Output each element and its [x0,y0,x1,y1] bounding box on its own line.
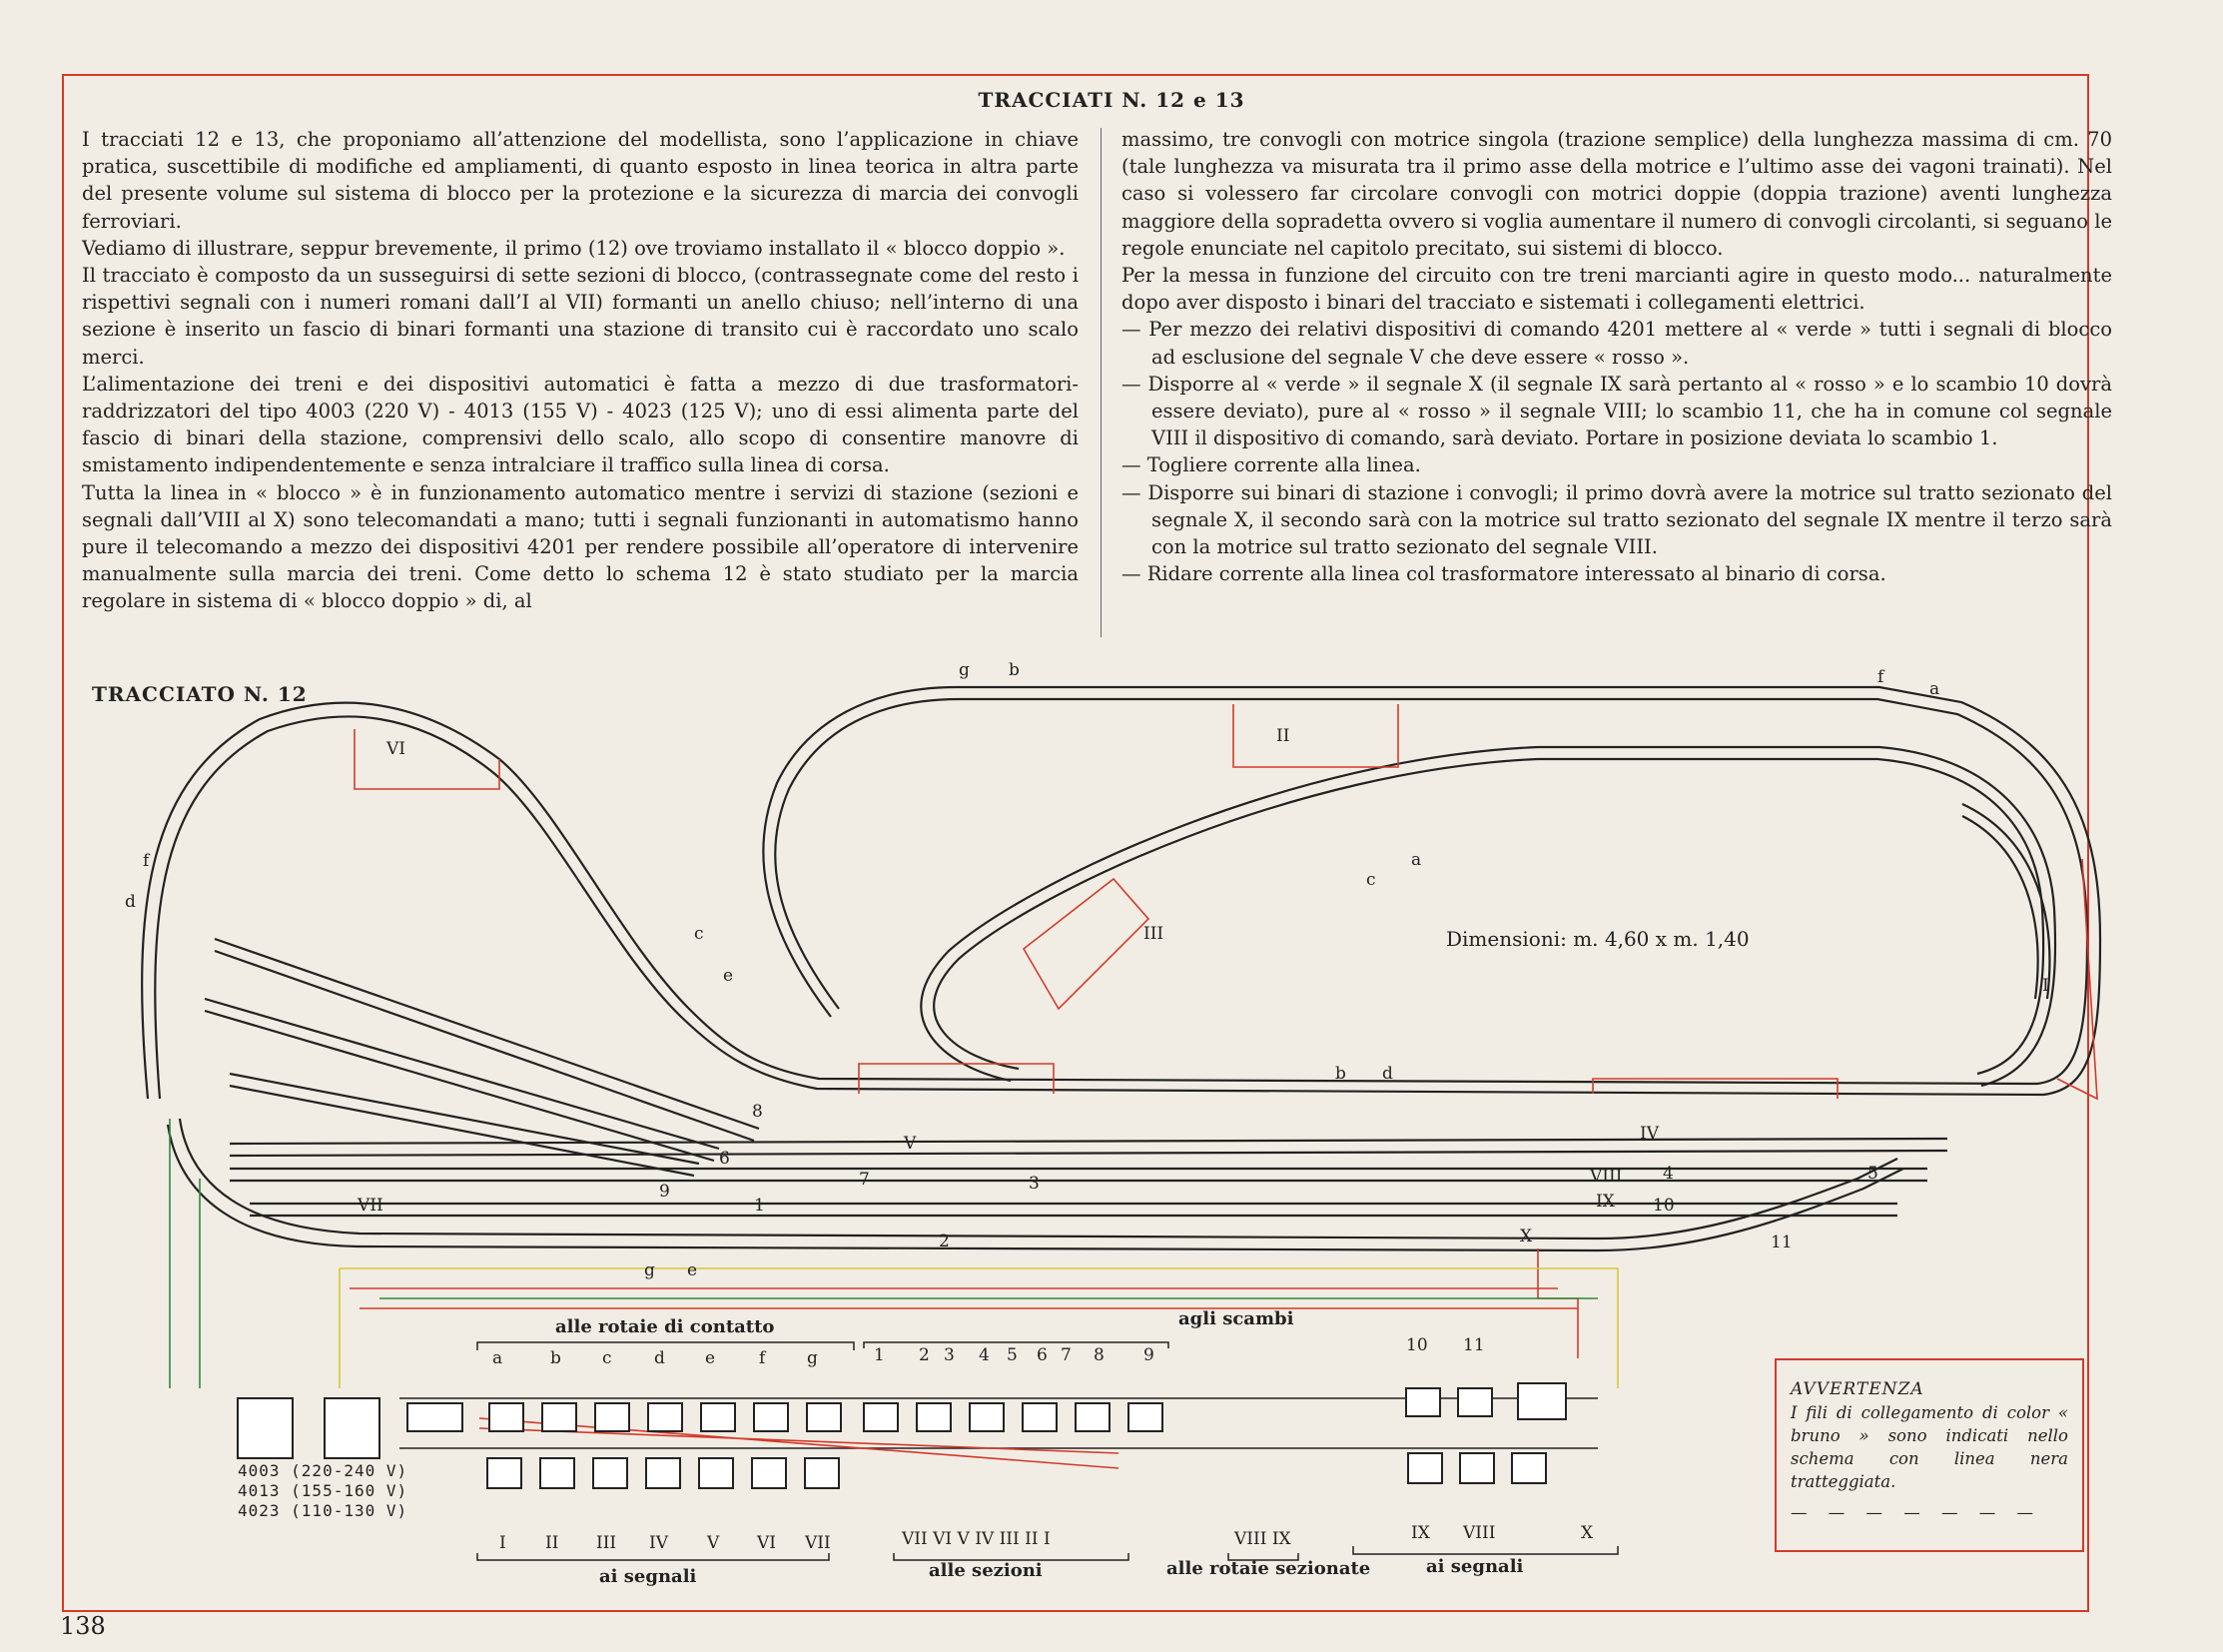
station-track [230,1151,1947,1156]
relay-icon [1023,1403,1057,1431]
wire-red [2057,859,2097,1099]
contact-letter: c [1366,870,1376,890]
terminal-letter: f [759,1348,766,1368]
signal-label: VI [386,739,405,759]
contact-letter: b [1335,1064,1346,1084]
signal-output: VIII [1463,1523,1496,1543]
signal-control-icon [1512,1453,1546,1483]
terminal-number: 7 [1061,1345,1072,1365]
signal-label: II [1276,726,1290,746]
relay-icon [1076,1403,1110,1431]
page-number: 138 [60,1612,106,1640]
group-label-sections: alle sezioni [929,1560,1043,1581]
instruction-step: — Disporre al « verde » il segnale X (il segnale IX sarà pertanto al « rosso » e lo scambio 10 dovrà essere deviato), pure al « rosso » il segnale VIII; lo scambio 11, che ha in comune col segnale VIII il dispositivo di comando, sarà deviato. Portare in posizione deviata lo scambio 1. [1121,372,2112,450]
section-output: VII VI V IV III II I [902,1529,1051,1549]
contact-letter: a [1411,850,1422,870]
signal-control-icon [593,1458,627,1488]
signal-control-icon [487,1458,521,1488]
group-label-switches: agli scambi [1178,1308,1294,1329]
track-outer-loop [155,687,2100,1099]
instruction-step: — Ridare corrente alla linea col trasformatore interessato al binario di corsa. [1121,562,1886,586]
terminal-number: 4 [979,1345,990,1365]
psu-model: 4013 (155-160 V) [238,1481,408,1500]
relay-icon [917,1403,951,1431]
sectioned-output: VIII IX [1234,1529,1291,1549]
warning-box [1775,1358,2084,1552]
signal-control-icon [1460,1453,1494,1483]
relay-icon [407,1403,462,1431]
paragraph: L’alimentazione dei treni e dei dispositivi automatici è fatta a mezzo di due trasformatori-raddrizzatori del tipo 4003 (220 V) - 4013 (155 V) - 4023 (125 V); uno di essi alimenta parte del fascio di binari della stazione, comprensivi dello scalo, allo scopo di consentire manovre di smistamento indipendentemente e senza intralciare il traffico sulla linea di corsa. [82,372,1079,477]
relay-icon [970,1403,1004,1431]
contact-letter: b [1009,660,1020,680]
yard-siding [215,951,754,1141]
switch-number: 4 [1663,1164,1674,1184]
switch-number: 5 [1867,1164,1878,1184]
power-supply-icon [238,1398,293,1458]
signal-output: V [707,1533,720,1553]
signal-output: VI [757,1533,776,1553]
terminal-letter: b [550,1348,561,1368]
relay-icon [807,1403,841,1431]
signal-control-icon [1408,1453,1442,1483]
switch-number: 1 [754,1196,765,1216]
signal-output: IV [649,1533,668,1553]
instruction-step: — Per mezzo dei relativi dispositivi di comando 4201 mettere al « verde » tutti i segnali di blocco ad esclusione del segnale V che deve essere « rosso ». [1121,318,2112,369]
bracket [477,1342,854,1350]
instruction-step: — Togliere corrente alla linea. [1121,453,1421,477]
station-track [230,1139,1947,1144]
track-spur [1962,804,2049,999]
page-title: TRACCIATI N. 12 e 13 [978,88,1245,112]
signal-control-icon [646,1458,680,1488]
contact-letter: f [143,851,150,871]
terminal-number: 5 [1007,1345,1018,1365]
signal-output: III [596,1533,617,1553]
signal-output: X [1581,1523,1594,1543]
signal-label: IV [1640,1124,1659,1144]
group-label-sectioned-rails: alle rotaie sezionate [1166,1558,1371,1579]
terminal-number: 2 [919,1345,930,1365]
instruction-step: — Disporre sui binari di stazione i convogli; il primo dovrà avere la motrice sul tratto sezionato del segnale X, il secondo sarà con la motrice sul tratto sezionato del segnale IX mentre il terzo sarà con la motrice sul tratto sezionato del segnale VIII. [1121,480,2112,559]
relay-icon [1518,1383,1566,1419]
paragraph: Tutta la linea in « blocco » è in funzionamento automatico mentre i servizi di stazione (sezioni e segnali dall’VIII al X) sono telecomandati a mano; tutti i segnali funzionanti in automatismo hanno pure il telecomando a mezzo dei dispositivi 4201 per rendere possibile all’operatore di intervenire manualmente sulla marcia dei treni. Come detto lo schema 12 è stato studiato per la marcia regolare in sistema di « blocco doppio » di, al [82,480,1079,613]
contact-letter: e [687,1260,698,1280]
signal-output: IX [1411,1523,1430,1543]
dimensions-label: Dimensioni: m. 4,60 x m. 1,40 [1446,927,1750,951]
relay-icon [754,1403,788,1431]
terminal-letter: d [654,1348,665,1368]
wire-red [355,729,499,789]
contact-letter: g [959,660,970,680]
signal-control-icon [540,1458,574,1488]
signal-output: II [545,1533,559,1553]
switch-number: 8 [752,1102,763,1122]
relay-icon [595,1403,629,1431]
switch-number: 3 [1029,1174,1040,1194]
terminal-number: 10 [1406,1335,1428,1355]
signal-label: X [1520,1227,1533,1246]
contact-letter: g [644,1260,655,1280]
paragraph: I tracciati 12 e 13, che proponiamo all’attenzione del modellista, sono l’applicazione in chiave pratica, suscettibile di modifiche ed ampliamenti, di quanto esposto in linea teorica in altra parte del presente volume sul sistema di blocco per la protezione e la sicurezza di marcia dei convogli ferroviari. [82,128,1079,233]
paragraph: Il tracciato è composto da un susseguirsi di sette sezioni di blocco, (contrassegnate come del resto i rispettivi segnali con i numeri romani dall’I al VII) formanti un anello chiuso; nell’interno di una sezione è inserito un fascio di binari formanti una stazione di transito cui è raccordato uno scalo merci. [82,264,1079,369]
switch-number: 2 [939,1232,950,1251]
yard-siding [205,999,719,1149]
track-hairpin [921,747,2055,1086]
contact-letter: e [723,966,734,986]
paragraph: Per la messa in funzione del circuito con tre treni marcianti agire in questo modo... naturalmente dopo aver disposto i binari del tracciato e sistemati i collegamenti elettrici. [1121,264,2112,315]
signal-control-icon [805,1458,839,1488]
terminal-number: 6 [1037,1345,1048,1365]
paragraph: massimo, tre convogli con motrice singola (trazione semplice) della lunghezza massima di cm. 70 (tale lunghezza va misurata tra il primo asse della motrice e l’ultimo asse dei vagoni trainati). Nel caso si volessero far circolare convogli con motrici doppie (doppia trazione) aventi lunghezza maggiore della sopradetta ovvero si voglia aumentare il numero di convogli circolanti, si seguano le regole enunciate nel capitolo precitato, sui sistemi di blocco. [1121,128,2112,260]
dashed-line-sample: — — — — — — — [1791,1503,2041,1522]
bracket [477,1553,829,1560]
switch-number: 9 [659,1182,670,1202]
signal-control-icon [752,1458,786,1488]
wire-yellow [340,1268,1618,1388]
bracket [894,1553,1128,1560]
signal-output: I [499,1533,506,1553]
signal-label: IX [1596,1192,1615,1212]
relay-icon [1458,1388,1492,1416]
switch-number: 10 [1653,1196,1675,1216]
power-supply-icon [325,1398,379,1458]
track-layout [142,687,2100,1250]
warning-title: AVVERTENZA [1791,1379,1924,1399]
relay-icon [1406,1388,1440,1416]
relay-icon [542,1403,576,1431]
switch-number: 6 [719,1149,730,1169]
group-label-signals-right: ai segnali [1426,1556,1524,1577]
contact-letter: f [1877,667,1884,687]
relay-icon [1128,1403,1162,1431]
wire-green [170,1119,200,1388]
contact-letter: d [1382,1064,1393,1084]
bracket [1353,1546,1618,1554]
contact-letter: c [694,924,704,944]
terminal-number: 8 [1094,1345,1105,1365]
group-label-signals: ai segnali [599,1566,697,1587]
psu-model: 4003 (220-240 V) [238,1461,408,1480]
group-label-contact-rails: alle rotaie di contatto [555,1316,775,1337]
signal-control-icon [699,1458,733,1488]
yard-siding [215,939,759,1129]
relay-icon [489,1403,523,1431]
terminal-letter: a [492,1348,503,1368]
relay-icon [648,1403,682,1431]
terminal-letter: g [807,1348,818,1368]
terminal-number: 11 [1463,1335,1485,1355]
switch-number: 7 [859,1170,870,1190]
wire-red [1538,1248,1578,1358]
terminal-letter: c [602,1348,612,1368]
psu-model: 4023 (110-130 V) [238,1501,408,1520]
yard-siding [230,1086,694,1176]
terminal-number: 9 [1143,1345,1154,1365]
diagram-title: TRACCIATO N. 12 [92,682,308,706]
relay-icon [701,1403,735,1431]
contact-letter: a [1929,679,1940,699]
terminal-number: 1 [874,1345,885,1365]
relay-icon [864,1403,898,1431]
contact-letter: d [125,892,136,912]
wire-red [1024,879,1148,1009]
track-hairpin [934,759,2043,1074]
signal-label: I [2042,976,2049,996]
paragraph: Vediamo di illustrare, seppur brevemente, il primo (12) ove troviamo installato il « blocco doppio ». [82,236,1066,260]
block-wiring [355,704,2097,1358]
signal-label: VII [358,1196,383,1216]
terminal-number: 3 [944,1345,955,1365]
signal-output: VII [805,1533,831,1553]
signal-label: VIII [1590,1167,1623,1187]
signal-label: V [904,1134,917,1154]
terminal-letter: e [705,1348,716,1368]
warning-body: I fili di collegamento di color « bruno » sono indicati nello schema con linea nera tratteggiata. [1791,1403,2068,1491]
signal-label: III [1143,924,1164,944]
switch-number: 11 [1771,1233,1793,1252]
wire-red [1233,704,1398,767]
